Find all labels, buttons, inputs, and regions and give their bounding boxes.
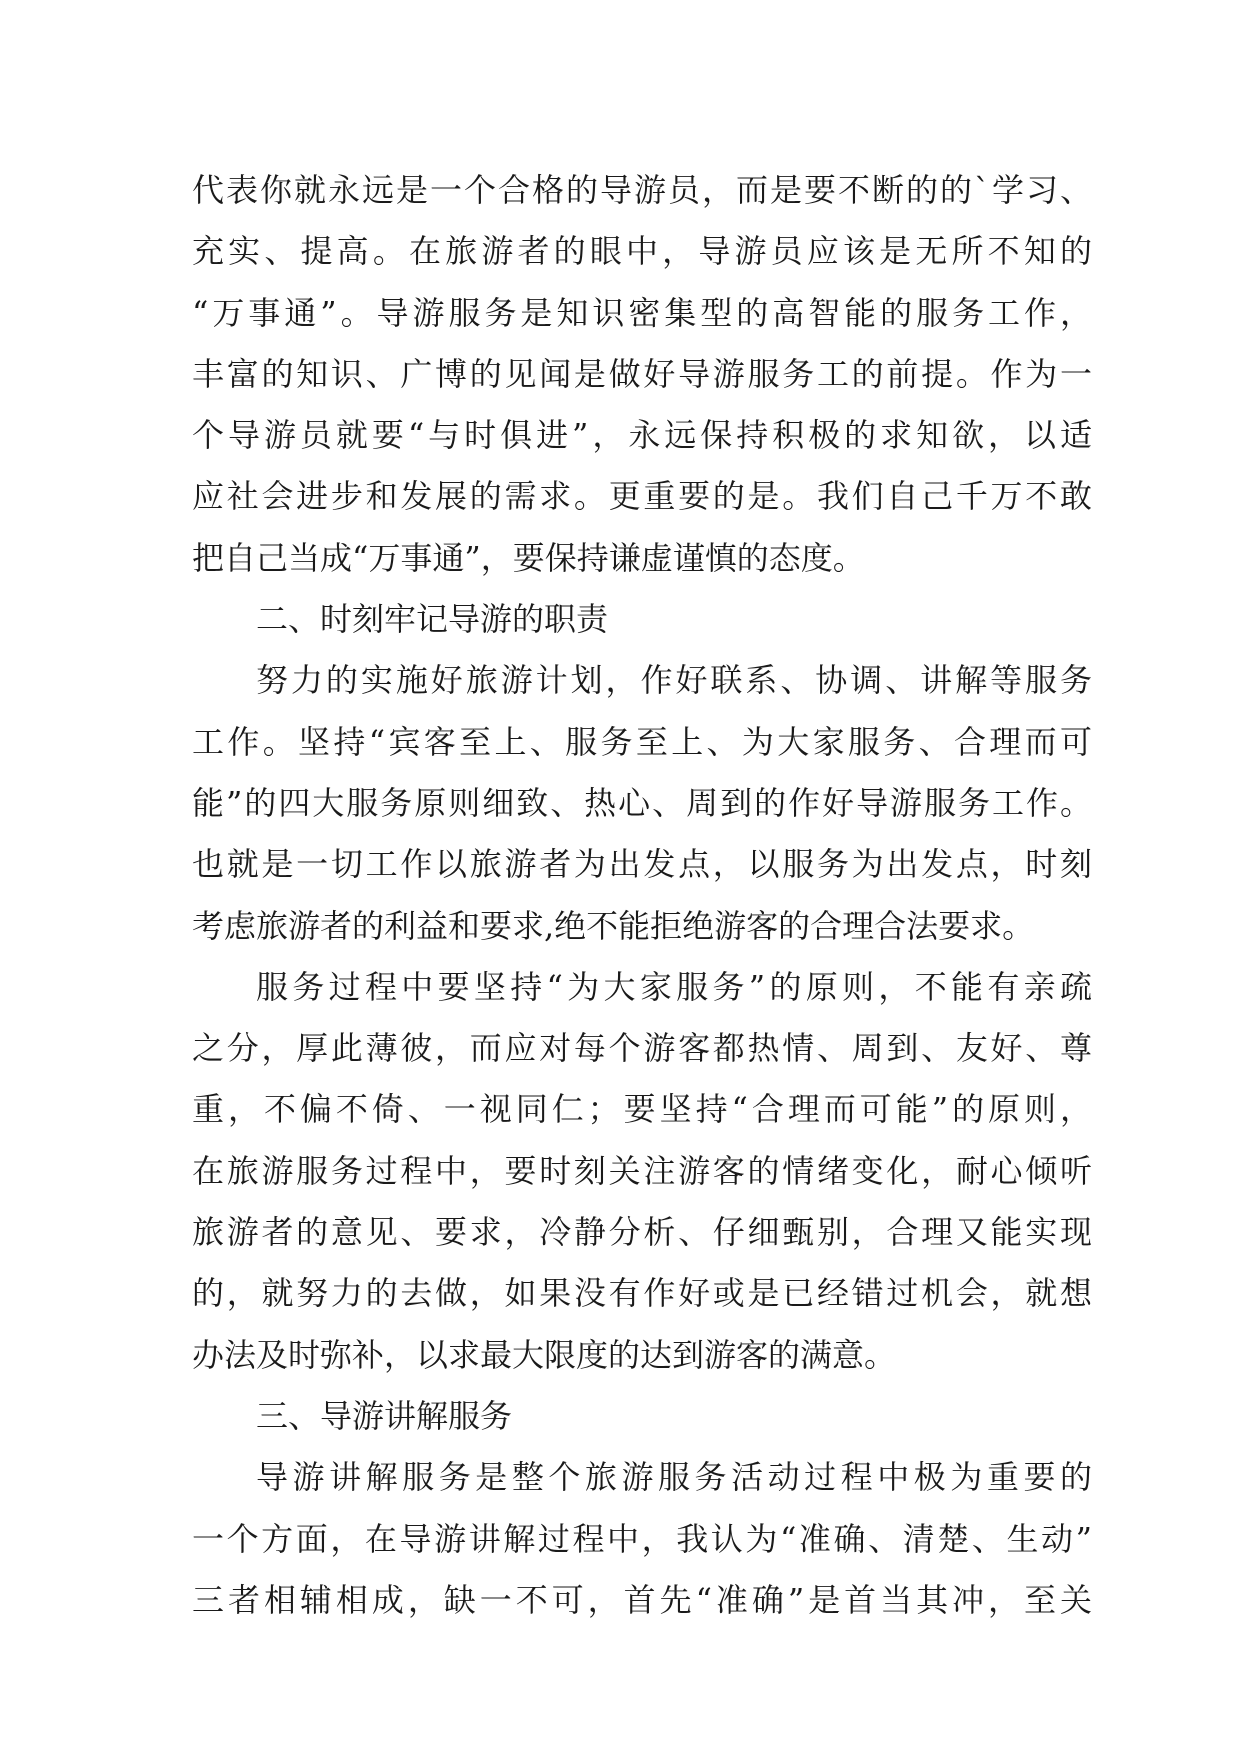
document-body (192, 160, 1092, 1631)
text-line: 代表你就永远是一个合格的导游员，而是要不断的的`学习、 (192, 171, 1092, 209)
text-line: 个导游员就要“与时俱进”，永远保持积极的求知欲，以适 (192, 416, 1092, 455)
text-line: 旅游者的意见、要求，冷静分析、仔细甄别，合理又能实现 (192, 1213, 1092, 1252)
text-line: 之分，厚此薄彼，而应对每个游客都热情、周到、友好、尊 (192, 1029, 1092, 1068)
section-heading: 二、时刻牢记导游的职责 (256, 600, 609, 639)
text-line: 重，不偏不倚、一视同仁；要坚持“合理而可能”的原则， (192, 1090, 1092, 1129)
text-line: 能”的四大服务原则细致、热心、周到的作好导游服务工作。 (192, 783, 1092, 822)
text-line: 三者相辅相成，缺一不可，首先“准确”是首当其冲，至关 (192, 1580, 1092, 1619)
section-heading: 三、导游讲解服务 (256, 1396, 513, 1435)
text-line: 工作。坚持“宾客至上、服务至上、为大家服务、合理而可 (192, 722, 1092, 761)
text-line: 也就是一切工作以旅游者为出发点，以服务为出发点，时刻 (192, 845, 1092, 884)
text-line: 充实、提高。在旅游者的眼中，导游员应该是无所不知的 (192, 232, 1092, 271)
text-line: 考虑旅游者的利益和要求,绝不能拒绝游客的合理合法要求。 (192, 906, 1035, 945)
text-line: 导游讲解服务是整个旅游服务活动过程中极为重要的 (256, 1458, 1092, 1497)
text-line: 服务过程中要坚持“为大家服务”的原则，不能有亲疏 (256, 967, 1092, 1006)
text-line: 努力的实施好旅游计划，作好联系、协调、讲解等服务 (256, 661, 1092, 700)
text-line: 一个方面，在导游讲解过程中，我认为“准确、清楚、生动” (192, 1519, 1092, 1558)
text-line: 应社会进步和发展的需求。更重要的是。我们自己千万不敢 (192, 477, 1092, 516)
text-line: 在旅游服务过程中，要时刻关注游客的情绪变化，耐心倾听 (192, 1151, 1092, 1190)
text-line: 办法及时弥补，以求最大限度的达到游客的满意。 (192, 1335, 897, 1374)
text-line: 丰富的知识、广博的见闻是做好导游服务工的前提。作为一 (192, 354, 1092, 393)
text-line: 的，就努力的去做，如果没有作好或是已经错过机会，就想 (192, 1274, 1092, 1313)
text-line: 把自己当成“万事通”，要保持谦虚谨慎的态度。 (192, 538, 865, 577)
text-line: “万事通”。导游服务是知识密集型的高智能的服务工作， (192, 293, 1092, 332)
